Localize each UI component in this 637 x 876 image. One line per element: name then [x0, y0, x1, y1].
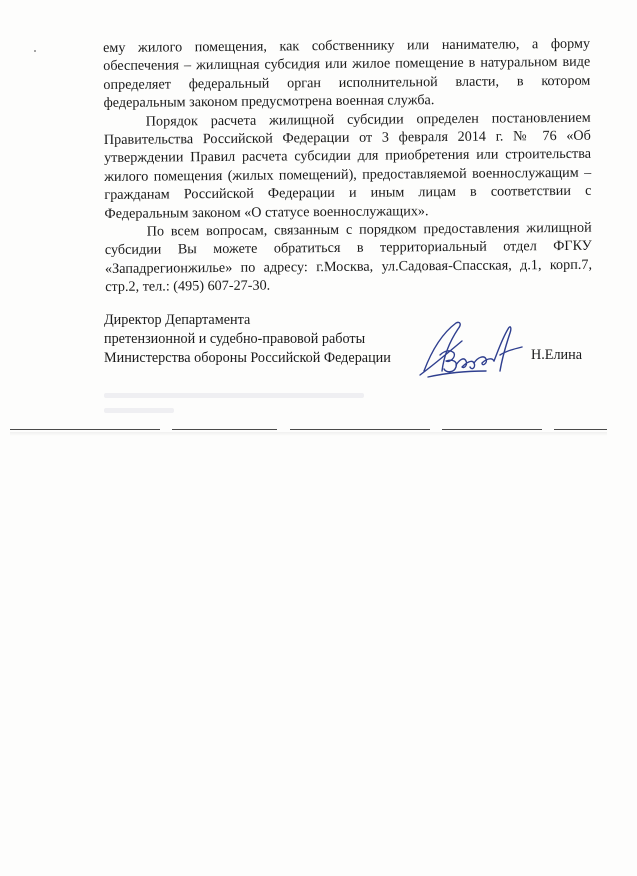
- signatory-position: [104, 311, 391, 367]
- fold-dash: [442, 429, 542, 430]
- signatory-name: Н.Елина: [531, 347, 583, 363]
- letter-body: [103, 35, 592, 297]
- fold-dash: [10, 429, 160, 430]
- scan-speck: [34, 50, 36, 52]
- fold-dash: [554, 429, 607, 430]
- position-line-1: Директор Департамента: [104, 312, 251, 328]
- paragraph-contact-info: По всем вопросам, связанным с порядком предоставления жилищной субсидии Вы можете обратиться в территориальный отдел ФГКУ «Западрегионжилье» по адресу: г.Москва, ул.Садовая-Спасская, д.1, корп.7, стр.2, тел.: (495) 607-27-30.: [104, 219, 593, 296]
- fold-dash: [290, 429, 430, 430]
- position-line-3: Министерства обороны Российской Федерации: [104, 349, 391, 366]
- page-fold-line: [10, 429, 607, 431]
- ghost-line: [104, 393, 364, 398]
- paragraph-continuation: ему жилого помещения, как собственнику или нанимателю, а форму обеспечения – жилищная субсидия или жилое помещение в натуральном виде определяет федеральный орган исполнительной власти, в котором федеральным законом предусмотрена военная служба.: [103, 35, 591, 112]
- fold-dash: [172, 429, 277, 430]
- paragraph-calculation-procedure: Порядок расчета жилищной субсидии определен постановлением Правительства Российской Федерации от 3 февраля 2014 г. № 76 «Об утверждении Правил расчета субсидии для приобретения или строительства жилого помещения (жилых помещений), предоставляемой военнослужащим – гражданам Российской Федерации и иным лицам в соответствии с Федеральным законом «О статусе военнослужащих».: [103, 109, 592, 222]
- ghost-line: [104, 408, 174, 413]
- page-fold-shadow: [10, 432, 607, 436]
- bleed-through-ghost: [104, 383, 404, 419]
- handwritten-signature: [416, 315, 526, 385]
- position-line-2: претензионной и судебно-правовой работы: [104, 330, 366, 347]
